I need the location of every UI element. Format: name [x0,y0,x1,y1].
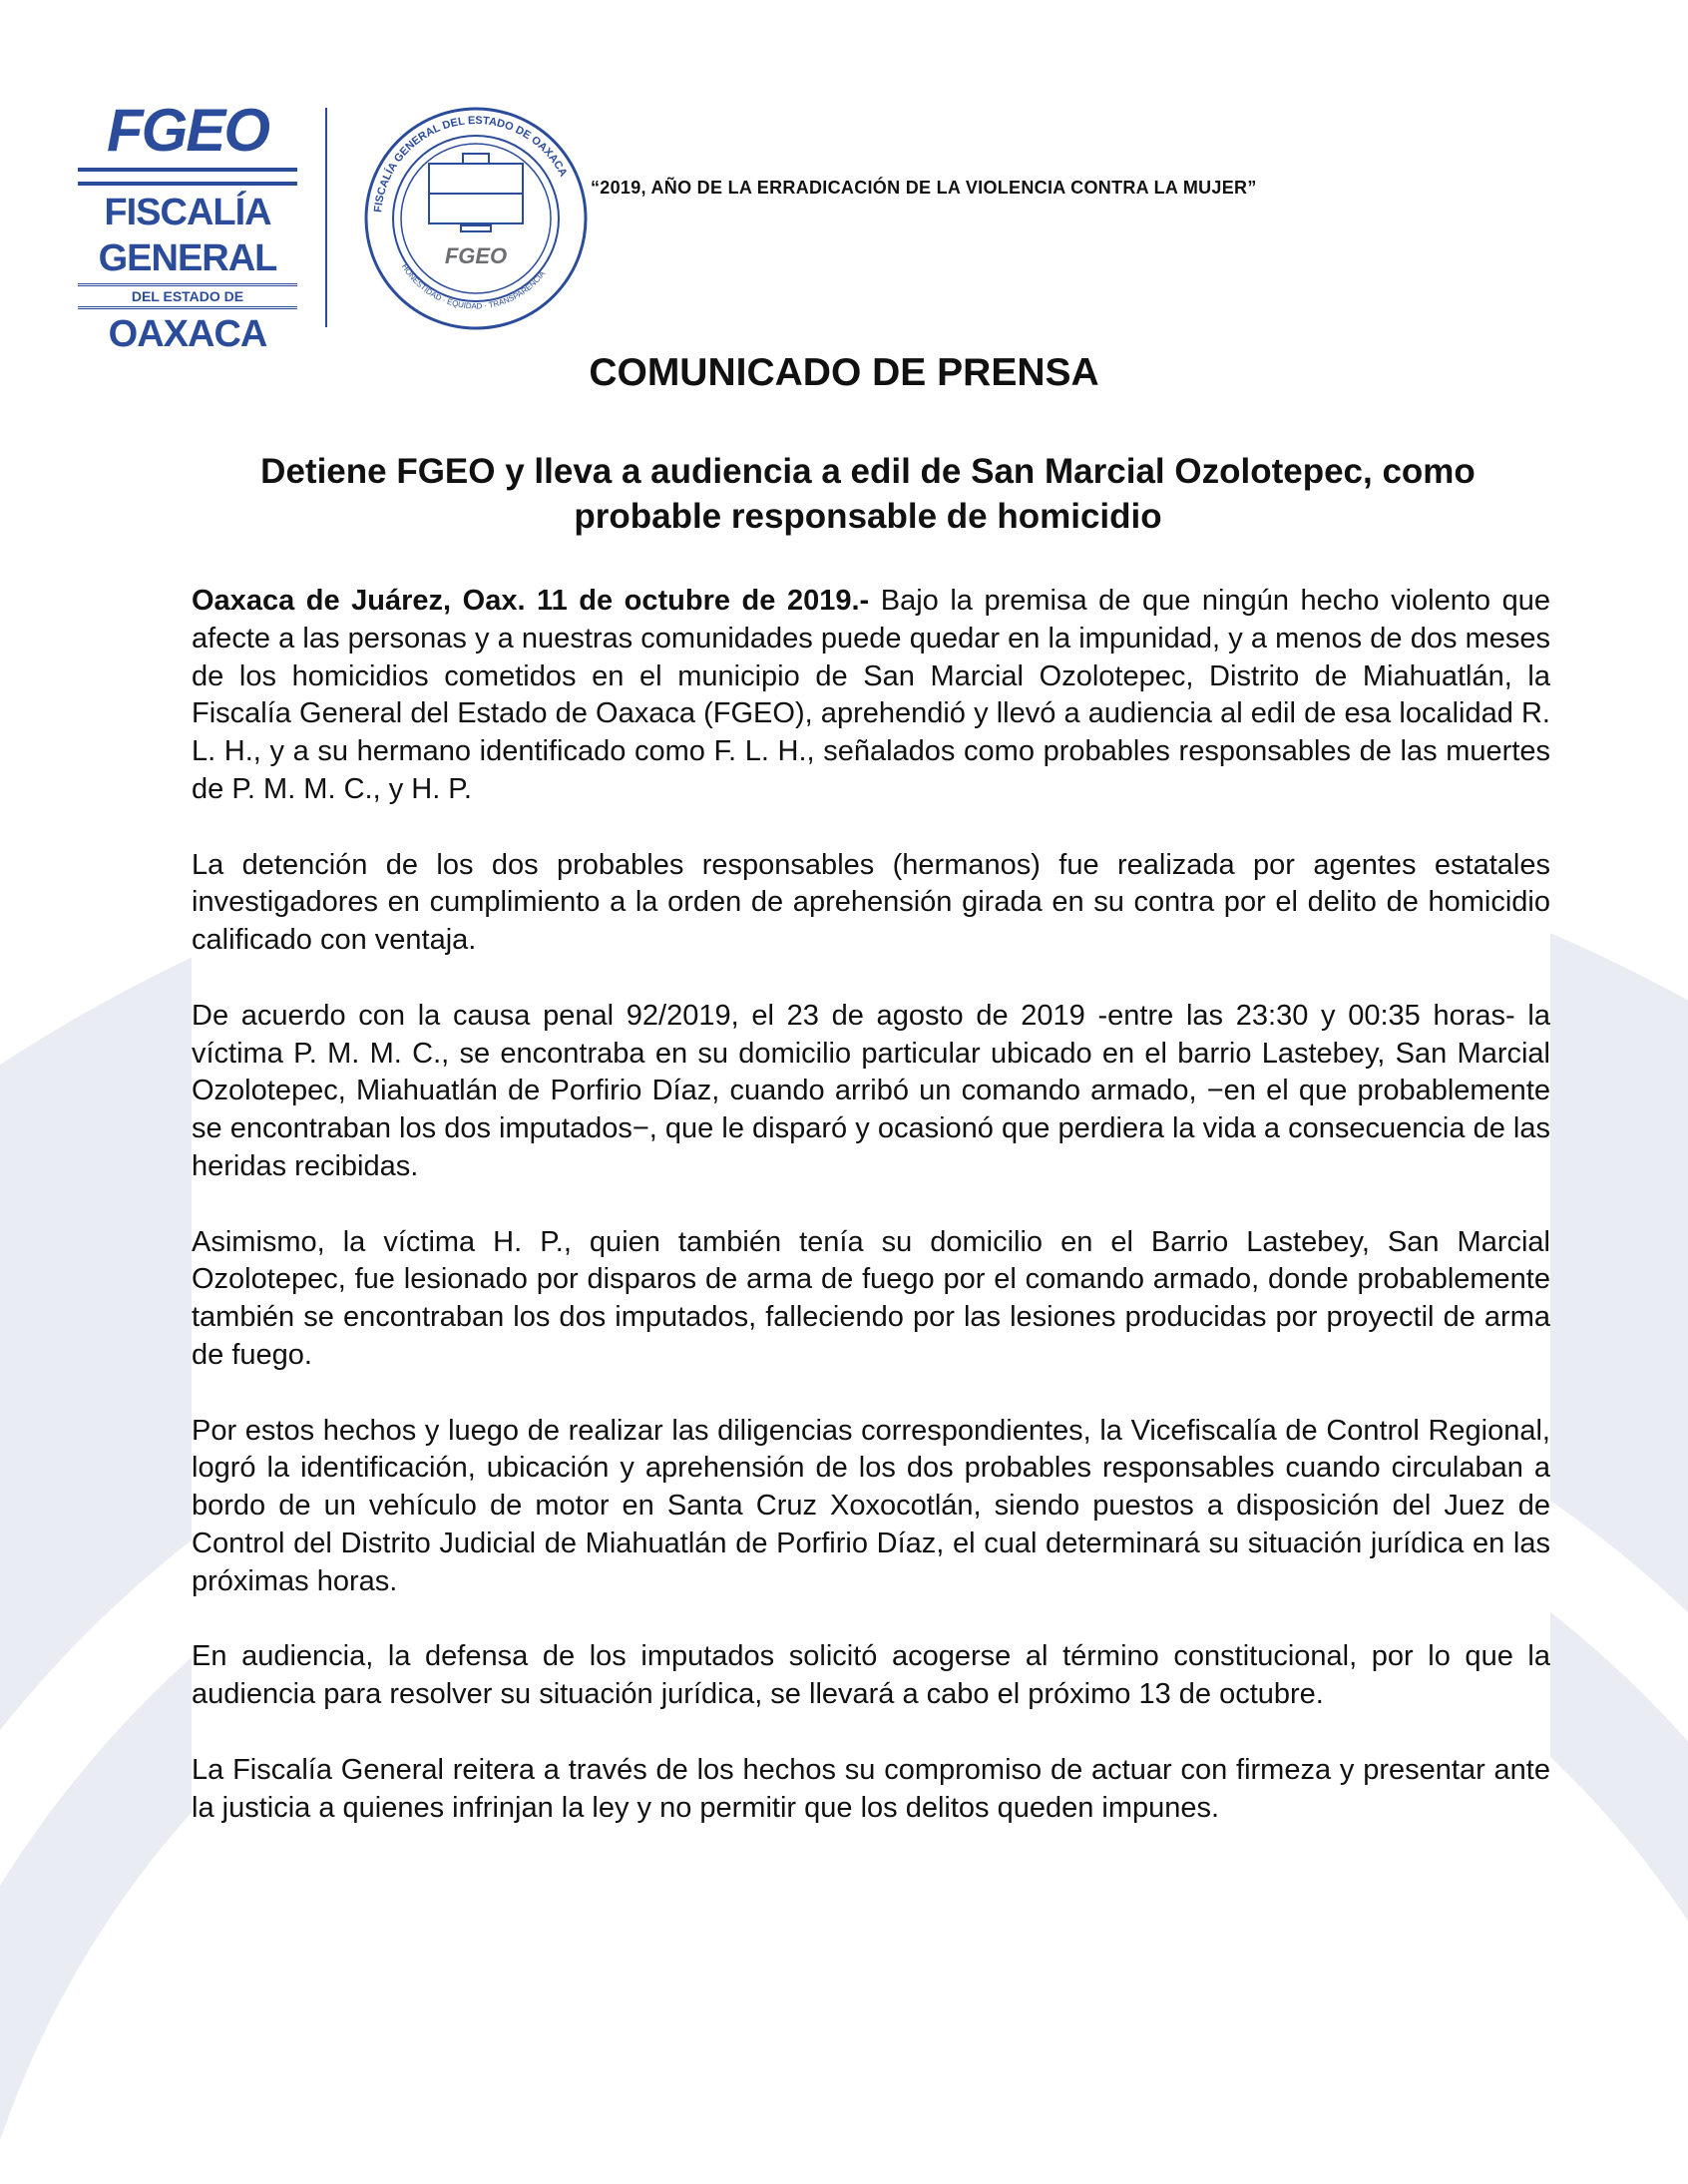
document-title: COMUNICADO DE PRENSA [589,351,1099,394]
year-motto: “2019, AÑO DE LA ERRADICACIÓN DE LA VIOLENCIA CONTRA LA MUJER” [591,178,1257,198]
logo-acronym: FGEO [106,97,268,164]
paragraph-1 [192,583,1550,809]
paragraph-2: La detención de los dos probables responsables (hermanos) fue realizada por agentes estatales investigadores en cumplimiento a la orden de aprehensión girada en su contra por el delito de homicidio calificado con ventaja. [192,848,1550,957]
logo-line1: FISCALÍA [104,192,271,233]
seal-acronym: FGEO [444,243,508,268]
paragraph-5: Por estos hechos y luego de realizar las diligencias correspondientes, la Vicefiscalía de Control Regional, logró la identificación, ubicación y aprehensión de los dos probables responsables cuando circulaban a bordo de un vehículo de motor en Santa Cruz Xoxocotlán, siendo puestos a disposición del Juez de Control del Distrito Judicial de Miahuatlán de Porfirio Díaz, el cual determinará su situación jurídica en las próximas horas. [192,1414,1550,1597]
article-body [192,583,1550,1827]
logo-line2: GENERAL [98,237,277,279]
seal-ring-text: FISCALÍA GENERAL DEL ESTADO DE OAXACA [372,114,570,214]
paragraph-6: En audiencia, la defensa de los imputados solicitó acogerse al término constitucional, por lo que la audiencia para resolver su situación jurídica, se llevará a cabo el próximo 13 de octubre. [192,1640,1550,1711]
paragraph-4: Asimismo, la víctima H. P., quien también tenía su domicilio en el Barrio Lastebey, San Marcial Ozolotepec, fue lesionado por disparos de arma de fuego por el comando armado, donde probablemente también se encontraban los dos imputados, falleciendo por las lesiones producidas por proyectil de arma de fuego. [192,1225,1550,1371]
fgeo-logo [70,96,305,357]
seal-motto: HONESTIDAD · EQUIDAD · TRANSPARENCIA [399,261,548,311]
fgeo-seal [363,106,589,331]
paragraph-text: Bajo la premisa de que ningún hecho violento que afecte a las personas y a nuestras comunidades puede quedar en la impunidad, y a menos de dos meses de los homicidios cometidos en el municipio de San Marcial Ozolotepec, Distrito de Miahuatlán, la Fiscalía General del Estado de Oaxaca (FGEO), aprehendió y llevó a audiencia al edil de esa localidad R. L. H., y a su hermano identificado como F. L. H., señalados como probables responsables de las muertes de P. M. M. C., y H. P. [192,585,1550,805]
building-icon [429,154,523,231]
logo-stripes [78,168,297,186]
logo-line3: DEL ESTADO DE [78,283,297,309]
headline: Detiene FGEO y lleva a audiencia a edil de San Marcial Ozolotepec, como probable responsable de homicidio [260,452,1476,536]
paragraph-3: De acuerdo con la causa penal 92/2019, el 23 de agosto de 2019 -entre las 23:30 y 00:35 horas- la víctima P. M. M. C., se encontraba en su domicilio particular ubicado en el barrio Lastebey, San Marcial Ozolotepec, Miahuatlán de Porfirio Díaz, cuando arribó un comando armado, −en el que probablemente se encontraban los dos imputados−, que le disparó y ocasionó que perdiera la vida a consecuencia de las heridas recibidas. [192,999,1550,1182]
paragraph-7: La Fiscalía General reitera a través de los hechos su compromiso de actuar con firmeza y presentar ante la justicia a quienes infrinjan la ley y no permitir que los delitos queden impunes. [192,1753,1550,1824]
dateline: Oaxaca de Juárez, Oax. 11 de octubre de 2019.- [192,585,870,617]
header-divider [325,108,327,327]
logo-line4: OAXACA [108,313,267,355]
